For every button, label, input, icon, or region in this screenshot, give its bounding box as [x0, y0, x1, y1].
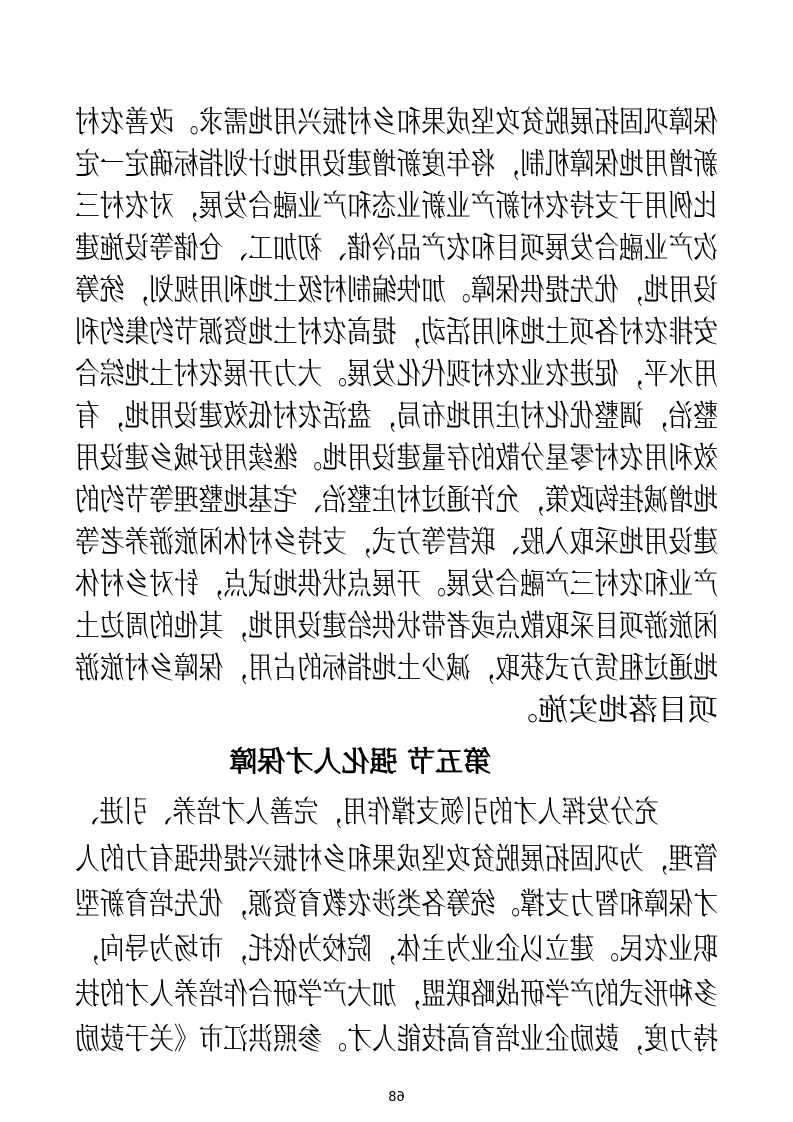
text-line: 地通过租赁方式获取，减少土地指标的占用，保障乡村旅游 [75, 651, 718, 686]
text-line: 持力度，鼓励企业培育高技能人才。参照洪江市《关于鼓励 [75, 1022, 718, 1057]
text-line: 多种形式的产学研战略联盟，加大产学研合作培养人才的扶 [75, 977, 718, 1012]
text-line: 闲旅游项目采取散点或者带状供给建设用地，其他的周边土 [75, 609, 718, 644]
text-line: 地增减挂钩政策，允许通过村庄整治、宅基地整理等节约的 [75, 483, 718, 518]
text-line: 安排农村各项土地利用活动，提高农村土地资源节约集约利 [75, 315, 718, 350]
section-heading: 第五节 强化人才保障 [229, 745, 491, 778]
text-line: 次产业融合发展项目和农产品冷储、初加工、仓储等设施建 [75, 231, 718, 266]
text-line: 保障巩固拓展脱贫攻坚成果和乡村振兴用地需求。改善农村 [75, 105, 718, 140]
text-line: 产业和农村三产融合发展。开展点状供地试点，针对乡村休 [75, 567, 718, 602]
text-line: 职业农民。建立以企业为主体，院校为依托，市场为导向， [75, 932, 718, 967]
text-line: 项目落地实施。 [508, 693, 718, 728]
page-number: 68 [388, 1090, 405, 1105]
text-line: 比例用于支持农村新产业新业态和产业融合发展，对农村三 [75, 189, 718, 224]
text-line: 才保障和智力支撑。统筹各类涉农教育资源，优先培育新型 [75, 887, 718, 922]
text-line: 新增用地保障机制，将年度新增建设用地计划指标确定一定 [75, 147, 718, 182]
text-line: 管理，为巩固拓展脱贫攻坚成果和乡村振兴提供强有力的人 [75, 842, 718, 877]
text-line: 设用地，优先提供保障。加快编制村级土地利用规划，统筹 [75, 273, 718, 308]
text-line: 效利用农村零星分散的存量建设用地。继续用好城乡建设用 [75, 441, 718, 476]
text-line: 建设用地采取入股、联营等方式，支持乡村休闲旅游养老等 [75, 525, 718, 560]
text-line: 整治，调整优化村庄用地布局，盘活农村低效建设用地，有 [75, 399, 718, 434]
text-line: 用水平，促进农业农村现代化发展。大力开展农村土地综合 [75, 357, 718, 392]
text-line: 充分发挥人才的引领支撑作用，完善人才培养、引进、 [75, 795, 659, 830]
